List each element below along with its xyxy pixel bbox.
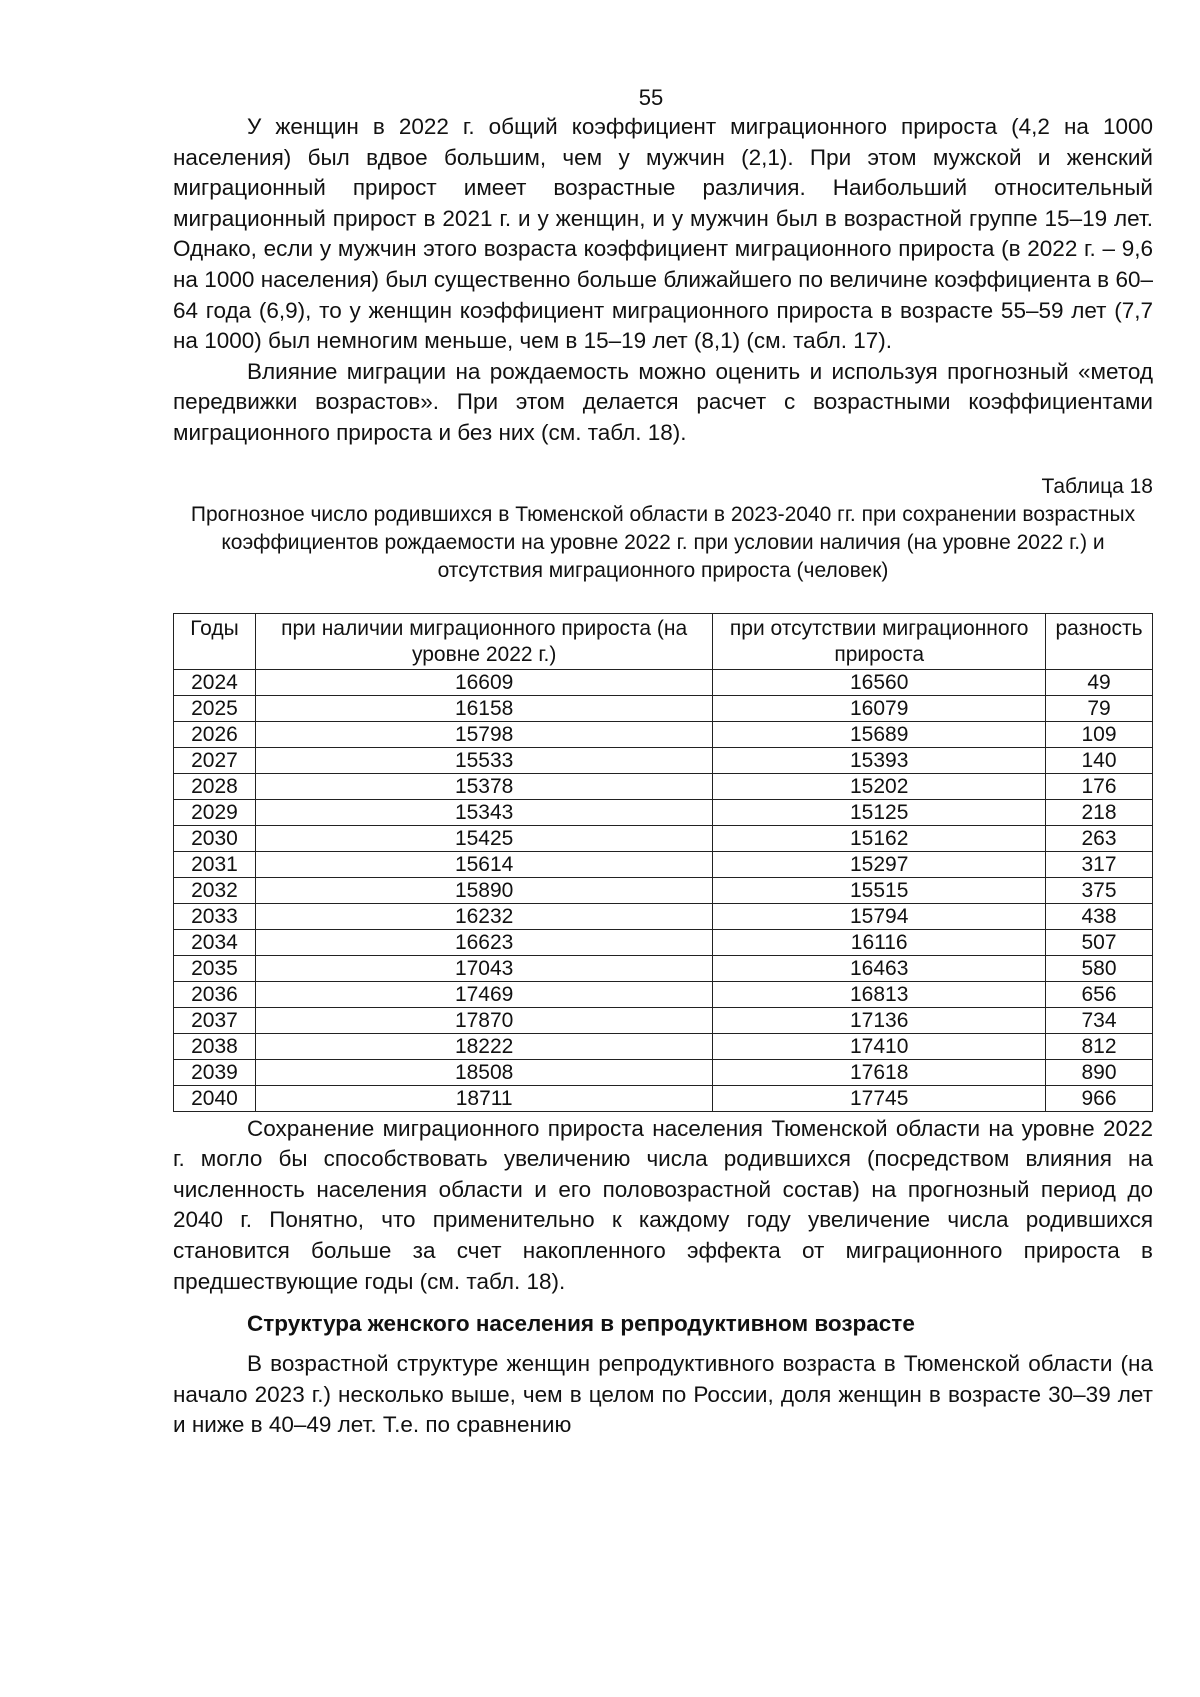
cell-year: 2027 — [174, 747, 256, 773]
table-row — [174, 981, 1153, 1007]
cell-year: 2039 — [174, 1059, 256, 1085]
cell-without-migration: 15202 — [713, 773, 1046, 799]
cell-without-migration: 16813 — [713, 981, 1046, 1007]
cell-difference: 890 — [1046, 1059, 1153, 1085]
cell-with-migration: 15533 — [255, 747, 712, 773]
table-row — [174, 903, 1153, 929]
cell-year: 2034 — [174, 929, 256, 955]
table-row — [174, 955, 1153, 981]
cell-without-migration: 15297 — [713, 851, 1046, 877]
births-forecast-table — [173, 613, 1153, 1112]
cell-with-migration: 16158 — [255, 695, 712, 721]
table-row — [174, 1007, 1153, 1033]
header-without-migration: при отсутствии миграционного прироста — [713, 613, 1046, 669]
cell-with-migration: 17870 — [255, 1007, 712, 1033]
paragraph-migration-gender: У женщин в 2022 г. общий коэффициент миграционного прироста (4,2 на 1000 населения) был вдвое большим, чем у мужчин (2,1). При этом мужской и женский миграционный прирост имеет возрастные различия. Наибольший относительный миграционный прирост в 2021 г. и у женщин, и у мужчин был в возрастной группе 15–19 лет. Однако, если у мужчин этого возраста коэффициент миграционного прироста (в 2022 г. – 9,6 на 1000 населения) был существенно больше ближайшего по величине коэффициента в 60–64 года (6,9), то у женщин коэффициент миграционного прироста в возрасте 55–59 лет (7,7 на 1000) был немногим меньше, чем в 15–19 лет (8,1) (см. табл. 17). — [173, 114, 1153, 354]
table-row — [174, 1085, 1153, 1111]
cell-difference: 263 — [1046, 825, 1153, 851]
cell-with-migration: 17469 — [255, 981, 712, 1007]
cell-difference: 656 — [1046, 981, 1153, 1007]
cell-difference: 438 — [1046, 903, 1153, 929]
cell-without-migration: 16116 — [713, 929, 1046, 955]
paragraph-migration-fertility: Влияние миграции на рождаемость можно оценить и используя прогнозный «метод передвижки возрастов». При этом делается расчет с возрастными коэффициентами миграционного прироста и без них (см. табл. 18). — [173, 358, 1153, 445]
cell-with-migration: 18508 — [255, 1059, 712, 1085]
cell-difference: 317 — [1046, 851, 1153, 877]
cell-year: 2029 — [174, 799, 256, 825]
cell-year: 2040 — [174, 1085, 256, 1111]
cell-year: 2028 — [174, 773, 256, 799]
cell-year: 2036 — [174, 981, 256, 1007]
cell-with-migration: 16232 — [255, 903, 712, 929]
cell-year: 2033 — [174, 903, 256, 929]
cell-year: 2032 — [174, 877, 256, 903]
table-row — [174, 1059, 1153, 1085]
paragraph-after-table: Сохранение миграционного прироста населения Тюменской области на уровне 2022 г. могло бы способствовать увеличению числа родившихся (посредством влияния на численность населения области и его половозрастной состав) на прогнозный период до 2040 г. Понятно, что применительно к каждому году увеличение числа родившихся становится больше за счет накопленного эффекта от миграционного прироста в предшествующие годы (см. табл. 18). — [173, 1115, 1153, 1294]
cell-with-migration: 15890 — [255, 877, 712, 903]
cell-difference: 734 — [1046, 1007, 1153, 1033]
table-row — [174, 773, 1153, 799]
cell-difference: 49 — [1046, 669, 1153, 695]
table-label: Таблица 18 — [1041, 474, 1153, 498]
table-header-row — [174, 613, 1153, 669]
cell-without-migration: 16560 — [713, 669, 1046, 695]
section-heading: Структура женского населения в репродуктивном возрасте — [247, 1311, 915, 1337]
cell-without-migration: 15393 — [713, 747, 1046, 773]
cell-without-migration: 15689 — [713, 721, 1046, 747]
cell-with-migration: 15343 — [255, 799, 712, 825]
cell-without-migration: 15515 — [713, 877, 1046, 903]
table-row — [174, 799, 1153, 825]
cell-difference: 109 — [1046, 721, 1153, 747]
cell-with-migration: 18711 — [255, 1085, 712, 1111]
table-row — [174, 747, 1153, 773]
table-row — [174, 929, 1153, 955]
cell-with-migration: 16609 — [255, 669, 712, 695]
cell-with-migration: 15378 — [255, 773, 712, 799]
cell-with-migration: 17043 — [255, 955, 712, 981]
cell-year: 2030 — [174, 825, 256, 851]
cell-year: 2024 — [174, 669, 256, 695]
cell-difference: 176 — [1046, 773, 1153, 799]
cell-difference: 218 — [1046, 799, 1153, 825]
cell-without-migration: 17136 — [713, 1007, 1046, 1033]
cell-without-migration: 16079 — [713, 695, 1046, 721]
cell-difference: 580 — [1046, 955, 1153, 981]
cell-with-migration: 16623 — [255, 929, 712, 955]
cell-with-migration: 15798 — [255, 721, 712, 747]
cell-year: 2025 — [174, 695, 256, 721]
cell-year: 2037 — [174, 1007, 256, 1033]
cell-difference: 140 — [1046, 747, 1153, 773]
page-content — [173, 84, 1153, 1441]
table-title: Прогнозное число родившихся в Тюменской области в 2023-2040 гг. при сохранении возрастных коэффициентов рождаемости на уровне 2022 г. при условии наличия (на уровне 2022 г.) и отсутствия миграционного прироста (человек) — [190, 502, 1136, 582]
cell-with-migration: 15425 — [255, 825, 712, 851]
table-row — [174, 851, 1153, 877]
table-row — [174, 825, 1153, 851]
header-difference: разность — [1046, 613, 1153, 669]
cell-difference: 375 — [1046, 877, 1153, 903]
cell-difference: 966 — [1046, 1085, 1153, 1111]
cell-year: 2031 — [174, 851, 256, 877]
cell-with-migration: 15614 — [255, 851, 712, 877]
cell-without-migration: 15162 — [713, 825, 1046, 851]
cell-difference: 812 — [1046, 1033, 1153, 1059]
cell-difference: 79 — [1046, 695, 1153, 721]
page-number: 55 — [638, 85, 664, 110]
table-row — [174, 695, 1153, 721]
table-row — [174, 1033, 1153, 1059]
cell-year: 2035 — [174, 955, 256, 981]
cell-without-migration: 15794 — [713, 903, 1046, 929]
table-row — [174, 877, 1153, 903]
cell-with-migration: 18222 — [255, 1033, 712, 1059]
header-with-migration: при наличии миграционного прироста (на уровне 2022 г.) — [255, 613, 712, 669]
cell-year: 2026 — [174, 721, 256, 747]
table-body — [174, 669, 1153, 1111]
paragraph-age-structure: В возрастной структуре женщин репродуктивного возраста в Тюменской области (на начало 2023 г.) несколько выше, чем в целом по России, доля женщин в возрасте 30–39 лет и ниже в 40–49 лет. Т.е. по сравнению — [173, 1351, 1153, 1438]
cell-without-migration: 16463 — [713, 955, 1046, 981]
header-years: Годы — [174, 613, 256, 669]
table-row — [174, 721, 1153, 747]
cell-year: 2038 — [174, 1033, 256, 1059]
cell-without-migration: 17410 — [713, 1033, 1046, 1059]
table-row — [174, 669, 1153, 695]
cell-difference: 507 — [1046, 929, 1153, 955]
cell-without-migration: 15125 — [713, 799, 1046, 825]
cell-without-migration: 17618 — [713, 1059, 1046, 1085]
cell-without-migration: 17745 — [713, 1085, 1046, 1111]
